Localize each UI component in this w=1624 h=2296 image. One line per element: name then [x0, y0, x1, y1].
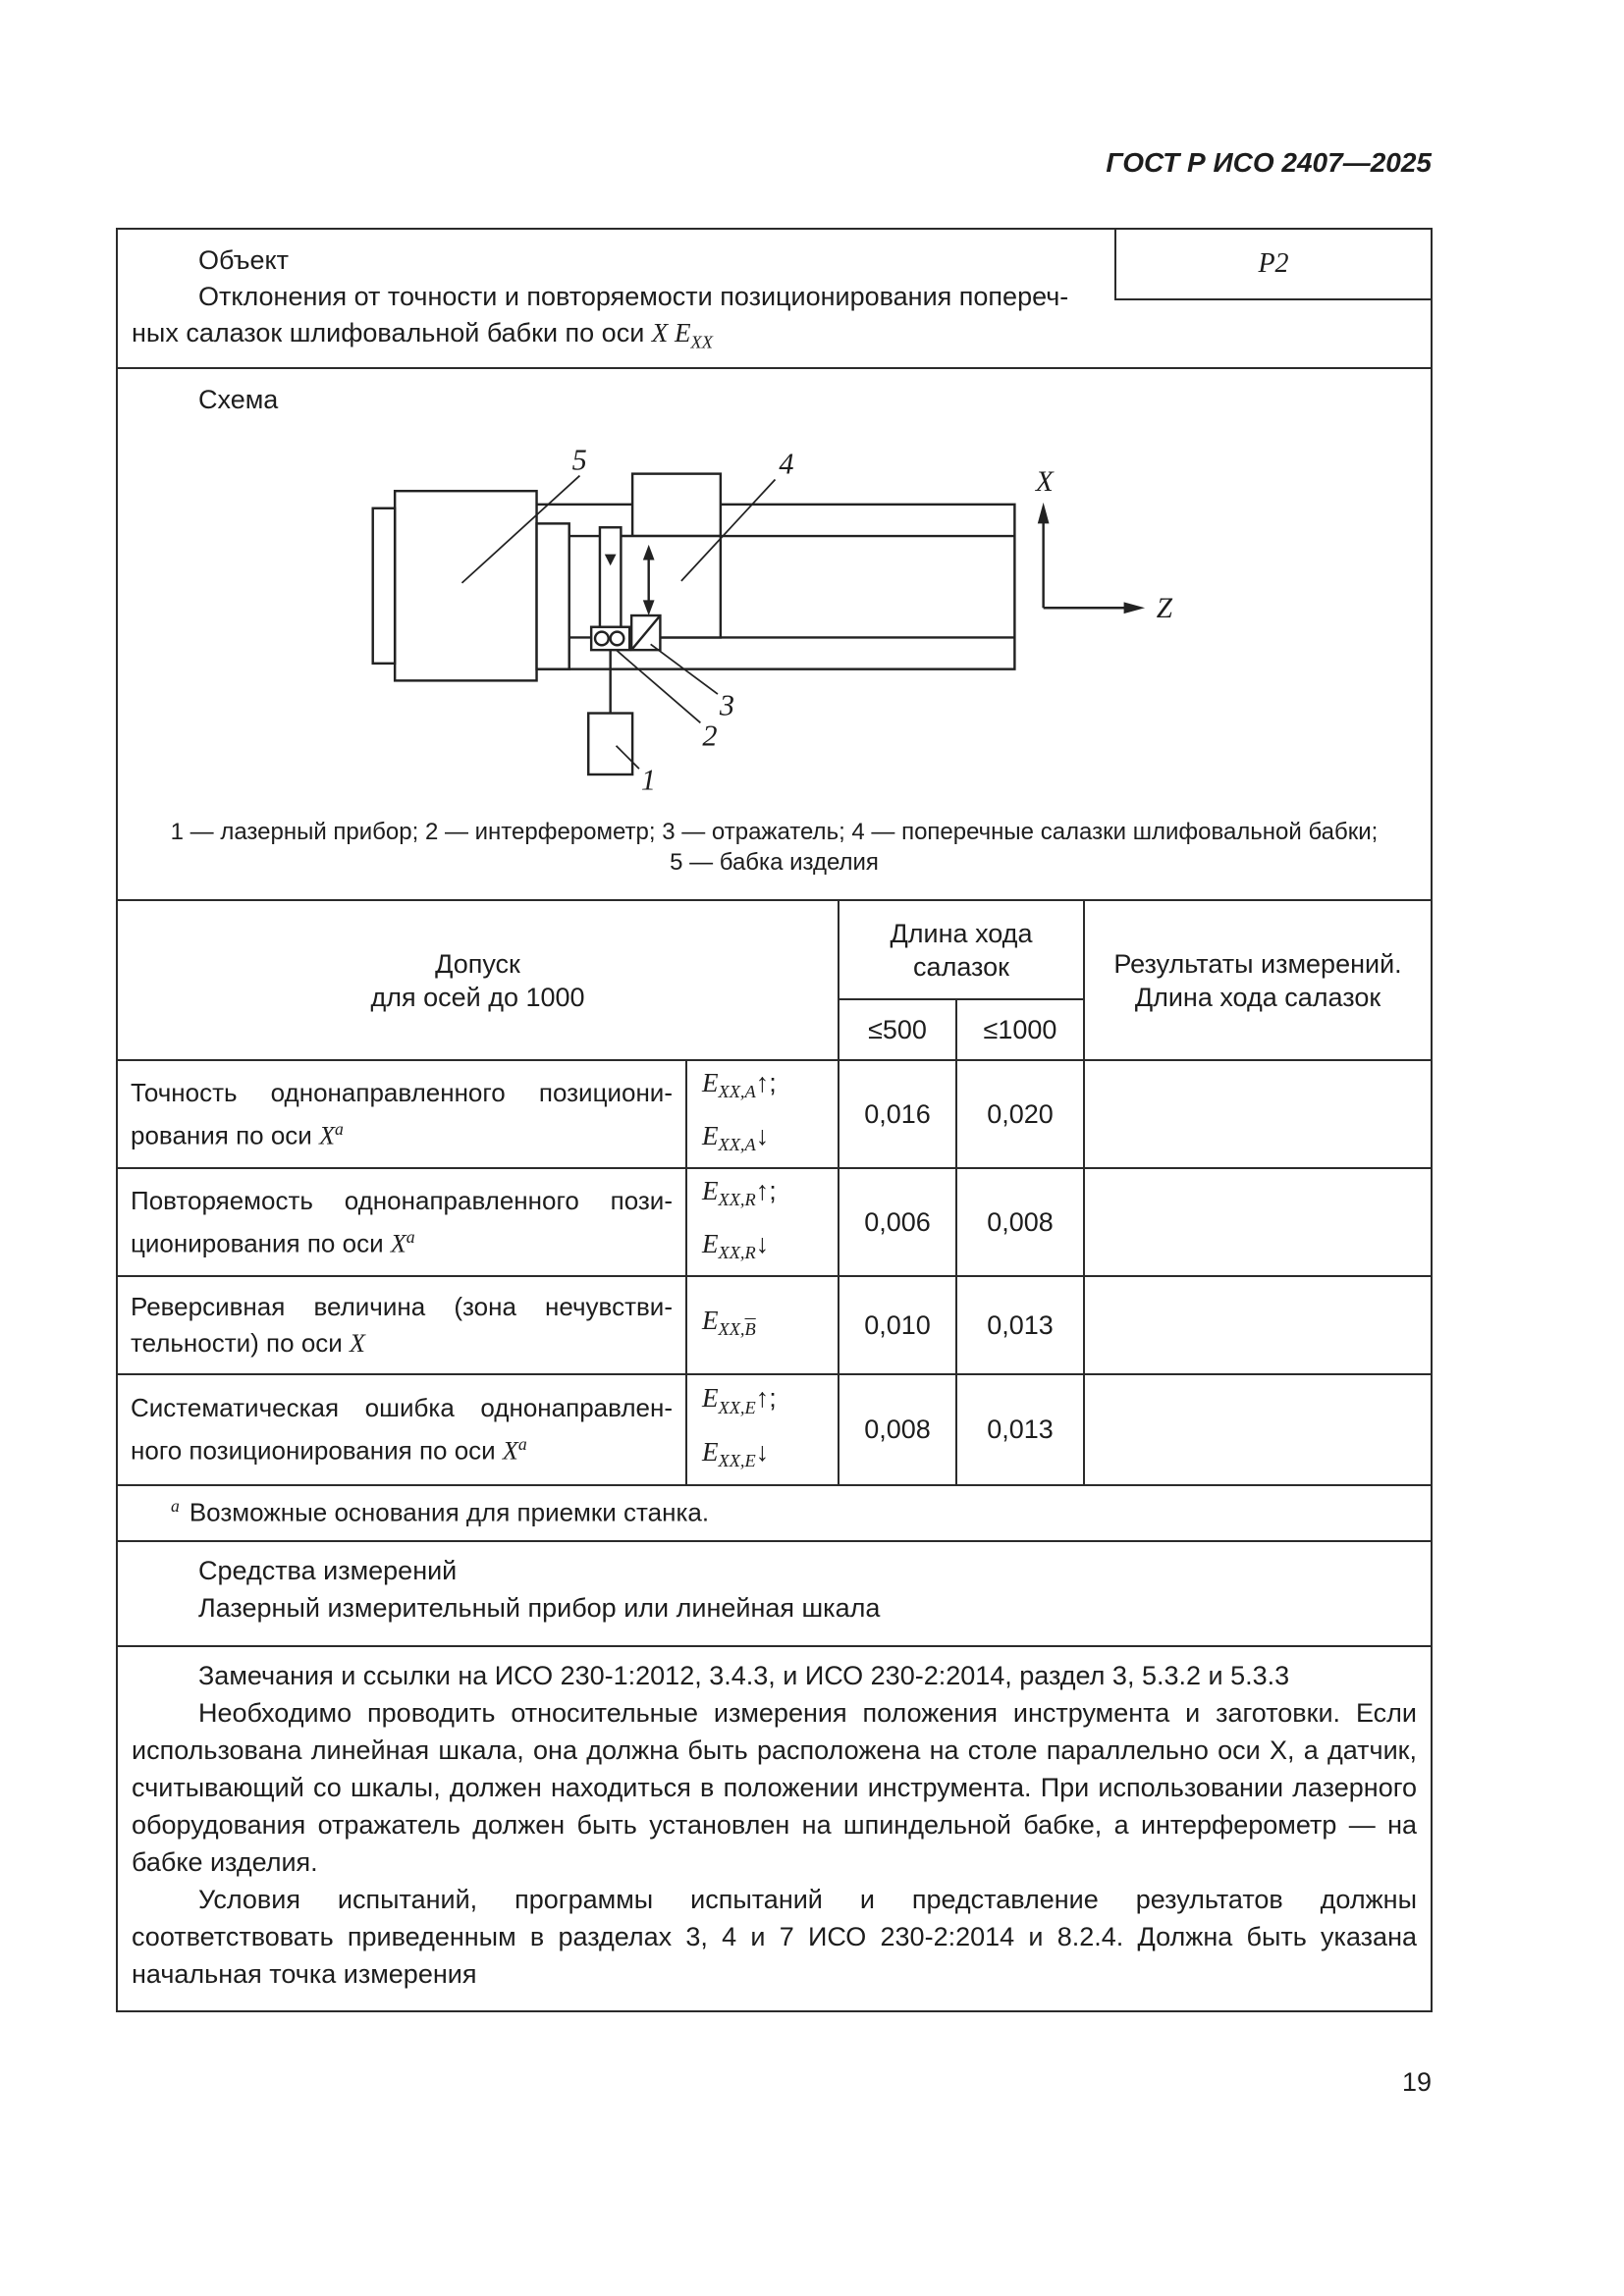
test-chart-table	[116, 228, 1433, 2012]
tolerance-table	[118, 901, 1431, 1486]
row2-result	[1085, 1169, 1431, 1277]
row3-value-1000: 0,013	[957, 1277, 1085, 1375]
notes-paragraph-2: Необходимо проводить относительные измерения положения инструмента и заготовки. Если использована линейная шкала, она должна быть расположена на столе параллельно оси X, а датчик, считывающий со шкалы, должен находиться в положении инструмента. При использовании лазерного оборудования отражатель должен быть установлен на шпиндельной бабке, а интерферометр — на бабке изделия.	[132, 1698, 1417, 1877]
row1-value-500: 0,016	[839, 1061, 957, 1169]
object-title: Объект	[198, 245, 289, 275]
schema-section	[118, 369, 1431, 901]
row1-value-1000: 0,020	[957, 1061, 1085, 1169]
row2-value-500: 0,006	[839, 1169, 957, 1277]
row1-symbol: $E_{XX,A}↑$; $E_{XX,A}↓$	[687, 1061, 839, 1169]
notes-section	[118, 1647, 1431, 2010]
callout-5-headstock: 5	[571, 443, 587, 477]
row4-symbol: $E_{XX,E}↑$; $E_{XX,E}↓$	[687, 1375, 839, 1486]
tolerance-section	[118, 901, 1431, 1486]
header-le-500: ≤500	[839, 1000, 957, 1061]
row2-symbol: $E_{XX,R}↑$; $E_{XX,R}↓$	[687, 1169, 839, 1277]
row2-label: Повторяемость однонаправленного позиционирования по оси $X^a$	[118, 1169, 687, 1277]
machine-body	[373, 474, 1015, 774]
callout-3-reflector: 3	[719, 688, 735, 722]
callout-1-laser: 1	[640, 763, 657, 797]
header-results: Результаты измерений. Длина хода салазок	[1085, 901, 1431, 1061]
schematic-legend	[118, 817, 1431, 878]
row4-label: Систематическая ошибка однонаправленного позиционирования по оси $X^a$	[118, 1375, 687, 1486]
coordinate-axes	[1035, 466, 1173, 624]
legend-line-2: 5 — бабка изделия	[670, 849, 879, 876]
laser-unit	[588, 714, 632, 774]
callout-2-interferometer: 2	[702, 719, 718, 753]
row2-value-1000: 0,008	[957, 1169, 1085, 1277]
object-description: Отклонения от точности и повторяемости позиционирования попереч- ных салазок шлифовальной бабки по оси X $E_{XX}$	[132, 282, 1069, 352]
axis-symbol: X E	[651, 318, 691, 347]
footnote: $^a$ Возможные основания для приемки станка.	[171, 1496, 710, 1527]
means-text: Лазерный измерительный прибор или линейная шкала	[198, 1593, 881, 1623]
callout-4-slide: 4	[779, 447, 794, 481]
row3-symbol: $E_{XX,\overline{B}}$	[687, 1277, 839, 1375]
row3-result	[1085, 1277, 1431, 1375]
test-code-cell	[1114, 230, 1431, 300]
header-stroke-length: Длина хода салазок	[839, 901, 1085, 1000]
measuring-means-section	[118, 1542, 1431, 1647]
header-tolerance: Допуск для осей до 1000	[118, 901, 839, 1061]
row3-label: Реверсивная величина (зона нечувствительности) по оси X	[118, 1277, 687, 1375]
notes-paragraph-3: Условия испытаний, программы испытаний и представление результатов должны соответствовать приведенным в разделах 3, 4 и 7 ИСО 230-2:2014 и 8.2.4. Должна быть указана начальная точка измерения	[132, 1885, 1417, 1989]
means-title: Средства измерений	[198, 1556, 458, 1585]
quill	[600, 527, 621, 638]
row4-result	[1085, 1375, 1431, 1486]
axis-symbol-subscript: XX	[690, 332, 713, 352]
notes-paragraph-1: Замечания и ссылки на ИСО 230-1:2012, 3.4.3, и ИСО 230-2:2014, раздел 3, 5.3.2 и 5.3.3	[198, 1661, 1290, 1690]
row1-label: Точность однонаправленного позиционирования по оси $X^a$	[118, 1061, 687, 1169]
cross-slide-top	[632, 474, 721, 536]
schema-title: Схема	[198, 385, 279, 414]
legend-line-1: 1 — лазерный прибор; 2 — интерферометр; 3 — отражатель; 4 — поперечные салазки шлифовальной бабки;	[170, 819, 1379, 845]
object-section	[118, 230, 1431, 369]
machine-schematic	[118, 420, 1431, 813]
row3-value-500: 0,010	[839, 1277, 957, 1375]
row4-value-1000: 0,013	[957, 1375, 1085, 1486]
page-number: 19	[1401, 2067, 1432, 2097]
row4-value-500: 0,008	[839, 1375, 957, 1486]
test-code: Р2	[1258, 248, 1289, 279]
row1-result	[1085, 1061, 1431, 1169]
document-header: ГОСТ Р ИСО 2407—2025	[1106, 147, 1432, 178]
header-le-1000: ≤1000	[957, 1000, 1085, 1061]
axis-x-label: X	[1035, 466, 1054, 499]
axis-z-label: Z	[1156, 592, 1173, 624]
workpiece-headstock	[395, 491, 536, 680]
footnote-section	[118, 1486, 1431, 1542]
